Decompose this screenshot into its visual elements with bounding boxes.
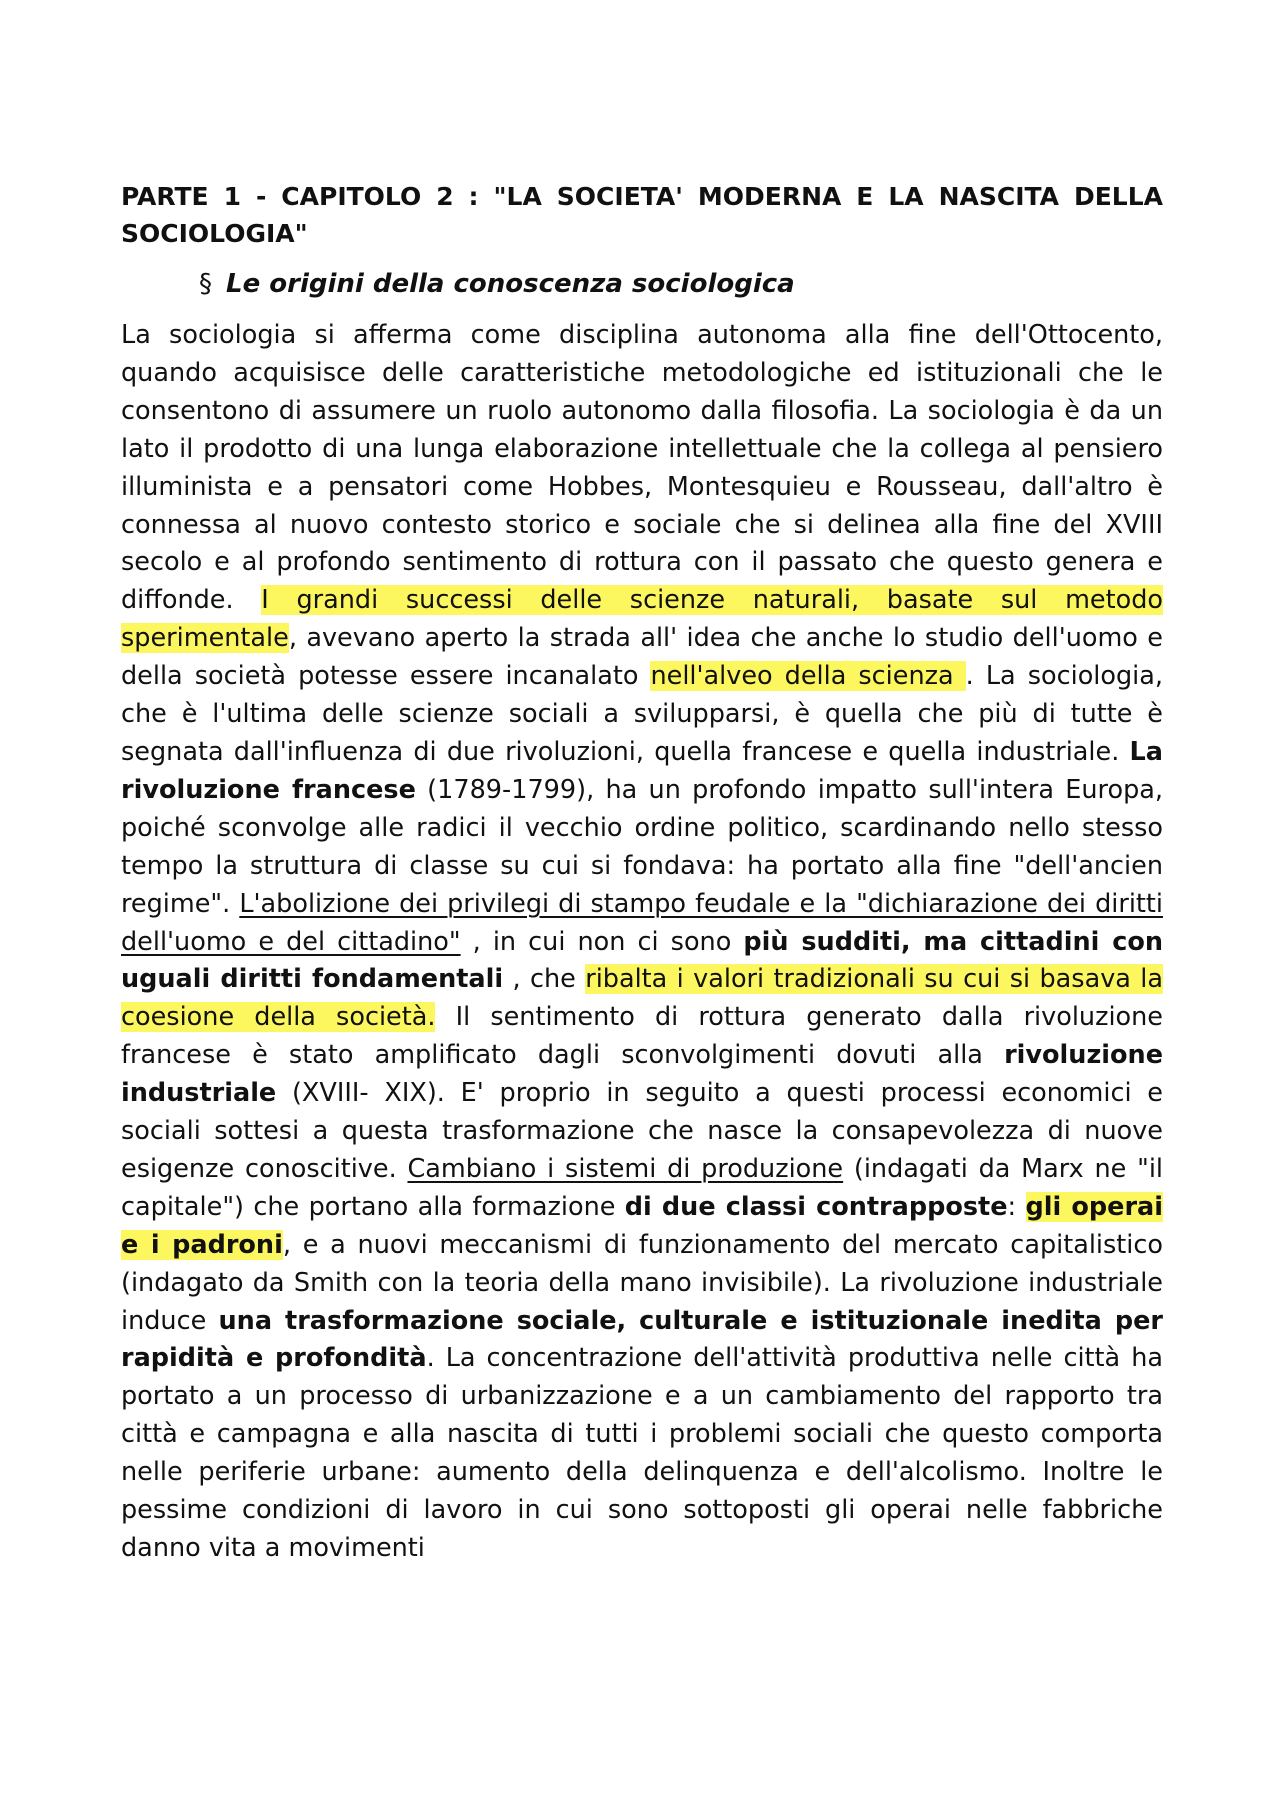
text-run: (XVIII- XIX). E' proprio in seguito a questi processi economici e sociali sottesi a questa trasformazione che nasce la consapevolezza di nuove esigenze conoscitive. — [121, 1078, 1163, 1184]
text-run: La sociologia si afferma come disciplina autonoma alla fine dell'Ottocento, quando acquisisce delle caratteristiche metodologiche ed istituzionali che le consentono di assumere un ruolo autonomo dalla filosofia. La sociologia è da un lato il prodotto di una lunga elaborazione intellettuale che la collega al pensiero illuminista e a pensatori come Hobbes, Montesquieu e Rousseau, dall'altro è connessa al nuovo contesto storico e sociale che si delinea alla fine del XVIII secolo e al profondo sentimento di rottura con il passato che questo genera e diffonde. — [121, 320, 1163, 616]
highlighted-text: I grandi successi delle scienze naturali, basate sul metodo sperimentale — [121, 585, 1163, 654]
bold-text: più sudditi, ma cittadini con uguali diritti fondamentali — [121, 926, 1163, 995]
underlined-text: L'abolizione dei privilegi di stampo feudale e la "dichiarazione dei diritti dell'uomo e del cittadino" — [121, 888, 1163, 957]
section-heading-text: Le origini della conoscenza sociologica — [226, 269, 795, 299]
text-run: . La concentrazione dell'attività produttiva nelle città ha portato a un processo di urbanizzazione e a un cambiamento del rapporto tra città e campagna e alla nascita di tutti i problemi sociali che questo comporta nelle periferie urbane: aumento della delinquenza e dell'alcolismo. Inoltre le pessime condizioni di lavoro in cui sono sottoposti gli operai nelle fabbriche danno vita a movimenti — [121, 1343, 1163, 1563]
body-paragraph — [121, 317, 1163, 1568]
text-run: , che — [503, 964, 586, 995]
text-run: , e a nuovi meccanismi di funzionamento del mercato capitalistico (indagato da Smith con la teoria della mano invisibile). La rivoluzione industriale induce — [121, 1229, 1164, 1336]
text-run: (1789-1799), ha un profondo impatto sull'intera Europa, poiché sconvolge alle radici il vecchio ordine politico, scardinando nello stesso tempo la struttura di classe su cui si fondava: ha portato alla fine "dell'ancien regime". — [121, 774, 1163, 919]
bold-text: di due classi contrapposte — [624, 1191, 1008, 1222]
text-run: Il sentimento di rottura generato dalla rivoluzione francese è stato amplificato dagli sconvolgimenti dovuti alla — [121, 1002, 1163, 1071]
bold-text: una trasformazione sociale, culturale e istituzionale inedita per rapidità e profondità — [121, 1305, 1163, 1374]
highlighted-text: ribalta i valori tradizionali su cui si basava la coesione della società. — [121, 964, 1164, 1033]
highlighted-bold-text: gli operai e i padroni — [121, 1191, 1163, 1260]
bold-text: rivoluzione industriale — [121, 1040, 1163, 1109]
text-run: : — [1007, 1191, 1026, 1222]
text-run: , avevano aperto la strada all' idea che anche lo studio dell'uomo e della società potesse essere incanalato — [121, 623, 1163, 692]
chapter-title: PARTE 1 - CAPITOLO 2 : "LA SOCIETA' MODERNA E LA NASCITA DELLA SOCIOLOGIA" — [121, 182, 1163, 248]
bold-text: La rivoluzione francese — [121, 736, 1163, 805]
section-mark: § — [199, 269, 212, 299]
text-run: , in cui non ci sono — [460, 926, 744, 957]
section-heading — [199, 266, 795, 302]
highlighted-text: nell'alveo della scienza — [650, 661, 966, 692]
text-run: . La sociologia, che è l'ultima delle scienze sociali a svilupparsi, è quella che più di tutte è segnata dall'influenza di due rivoluzioni, quella francese e quella industriale. — [121, 661, 1163, 767]
text-run: (indagati da Marx ne "il capitale") che portano alla formazione — [121, 1153, 1163, 1222]
underlined-text: Cambiano i sistemi di produzione — [407, 1153, 844, 1184]
